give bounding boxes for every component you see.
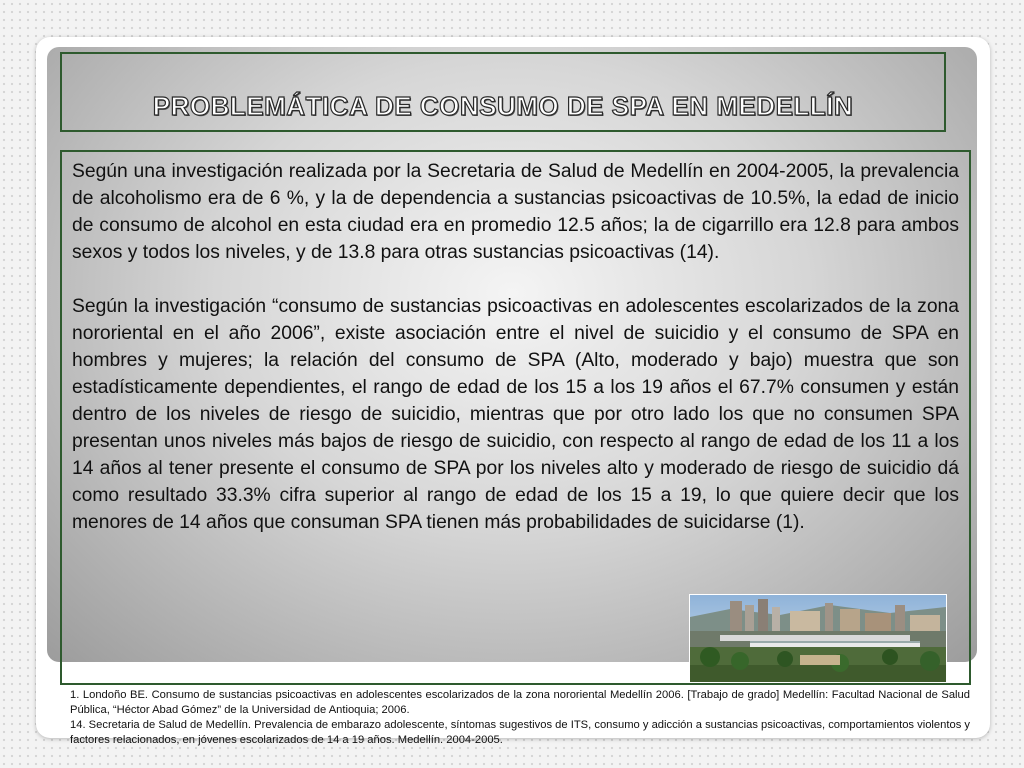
footnotes bbox=[70, 688, 970, 748]
footnote-1: 1. Londoño BE. Consumo de sustancias psicoactivas en adolescentes escolarizados de la zona nororiental Medellín 2006. [Trabajo de grado] Medellín: Facultad Nacional de Salud Pública, “Héctor Abad Gómez” de la Universidad de Antioquia; 2006. bbox=[70, 689, 970, 716]
city-skyline-illustration bbox=[690, 595, 946, 682]
footnote-14: 14. Secretaria de Salud de Medellín. Prevalencia de embarazo adolescente, síntomas sugestivos de ITS, consumo y adicción a sustancias psicoactivas, comportamientos violentos y factores relacionados, en jóvenes escolarizados de 14 a 19 años. Medellín. 2004-2005. bbox=[70, 719, 970, 746]
paragraph-suicide-risk: Según la investigación “consumo de sustancias psicoactivas en adolescentes escolarizados de la zona nororiental en el año 2006”, existe asociación entre el nivel de suicidio y el consumo de SPA en hombres y mujeres; la relación del consumo de SPA (Alto, moderado y bajo) muestra que son estadísticamente dependientes, el rango de edad de los 15 a los 19 años el 67.7% consumen y están dentro de los niveles de riesgo de suicidio, mientras que por otro lado los que no consumen SPA presentan unos niveles más bajos de riesgo de suicidio, con respecto al rango de edad de los 11 a los 14 años al tener presente el consumo de SPA por los niveles alto y moderado de riesgo de suicidio dá como resultado 33.3% cifra superior al rango de edad de los 15 a 19, lo que quiere decir que los menores de 14 años que consuman SPA tienen más probabilidades de suicidarse (1). bbox=[72, 296, 959, 533]
title-frame bbox=[60, 52, 946, 132]
city-photo-icon bbox=[689, 594, 947, 683]
paragraph-prevalence: Según una investigación realizada por la Secretaria de Salud de Medellín en 2004-2005, la prevalencia de alcoholismo era de 6 %, y la de dependencia a sustancias psicoactivas de 10.5%, la edad de inicio de consumo de alcohol en esta ciudad era en promedio 12.5 años; la de cigarrillo era 12.8 para ambos sexos y todos los niveles, y de 13.8 para otras sustancias psicoactivas (14). bbox=[72, 161, 959, 263]
slide-title: PROBLEMÁTICA DE CONSUMO DE SPA EN MEDELLÍN bbox=[152, 90, 854, 121]
